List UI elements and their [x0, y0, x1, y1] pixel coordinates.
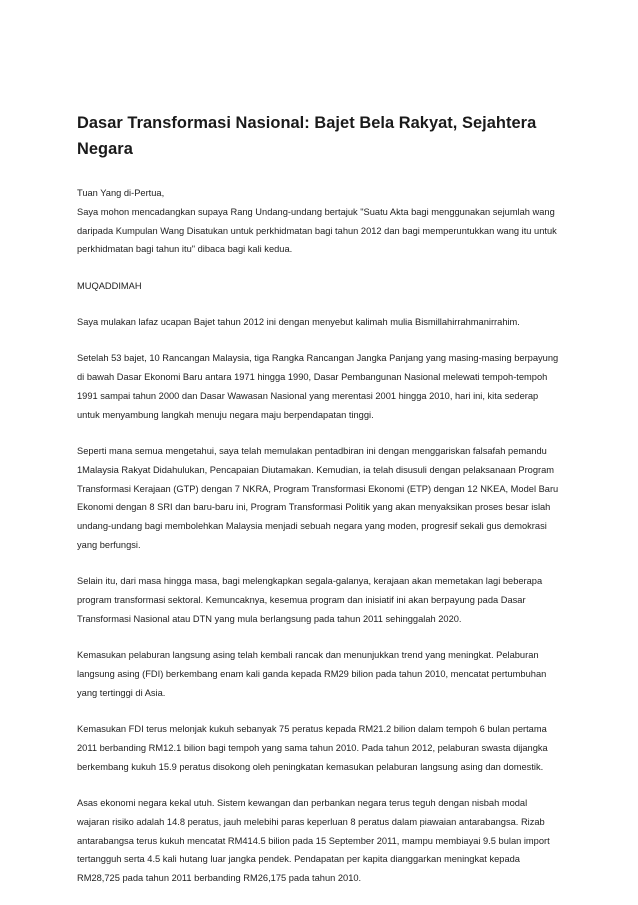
section-heading: MUQADDIMAH	[77, 280, 142, 291]
paragraph-fdi-2011	[77, 720, 567, 776]
paragraph-line: Selain itu, dari masa hingga masa, bagi melengkapkan segala-galanya, kerajaan akan memetakan lagi beberapa	[77, 576, 543, 587]
section-heading-muqaddimah	[77, 277, 567, 296]
paragraph-line: di bawah Dasar Ekonomi Baru antara 1971 hingga 1990, Dasar Pembangunan Nasional melewati tempoh-tempoh	[77, 372, 548, 383]
paragraph-economic-fundamentals	[77, 794, 567, 888]
paragraph-transformation-programs	[77, 442, 567, 555]
paragraph-dtn	[77, 572, 567, 628]
paragraph-line: RM28,725 pada tahun 2011 berbanding RM26,175 pada tahun 2010.	[77, 873, 362, 884]
paragraph-line: Seperti mana semua mengetahui, saya telah memulakan pentadbiran ini dengan menggariskan falsafah pemandu	[77, 445, 547, 456]
paragraph-line: 1Malaysia Rakyat Didahulukan, Pencapaian Diutamakan. Kemudian, ia telah disusuli dengan pelaksanaan Program	[77, 464, 555, 475]
paragraph-line: yang tertinggi di Asia.	[77, 687, 166, 698]
paragraph-line: daripada Kumpulan Wang Disatukan untuk perkhidmatan bagi tahun 2012 dan bagi memperuntukkan wang itu untuk	[77, 225, 557, 236]
paragraph-line: Kemasukan FDI terus melonjak kukuh sebanyak 75 peratus kepada RM21.2 bilion dalam tempoh 6 bulan pertama	[77, 724, 547, 735]
paragraph-line: Tuan Yang di-Pertua,	[77, 188, 165, 198]
paragraph-line: tertangguh serta 4.5 kali hutang luar jangka pendek. Pendapatan per kapita dianggarkan meningkat kepada	[77, 854, 520, 865]
paragraph-line: untuk menyambung langkah menuju negara maju berpendapatan tinggi.	[77, 409, 374, 420]
paragraph-line: Kemasukan pelaburan langsung asing telah kembali rancak dan menunjukkan trend yang meningkat. Pelaburan	[77, 650, 539, 661]
title-line: Dasar Transformasi Nasional: Bajet Bela Rakyat, Sejahtera	[77, 114, 537, 132]
document-title	[77, 110, 567, 162]
paragraph-line: Asas ekonomi negara kekal utuh. Sistem kewangan dan perbankan negara terus teguh dengan nisbah modal	[77, 797, 528, 808]
paragraph-line: Ekonomi dengan 8 SRI dan baru-baru ini, Program Transformasi Politik yang akan menyaksikan proses besar islah	[77, 502, 551, 513]
paragraph-fdi-2010	[77, 646, 567, 702]
paragraph-opening	[77, 184, 567, 259]
paragraph-history	[77, 349, 567, 424]
paragraph-line: Transformasi Nasional atau DTN yang mula berlangsung pada tahun 2011 sehinggalah 2020.	[77, 613, 462, 624]
paragraph-line: Setelah 53 bajet, 10 Rancangan Malaysia, tiga Rangka Rancangan Jangka Panjang yang masing-masing berpayung	[77, 353, 559, 364]
paragraph-line: perkhidmatan bagi tahun itu" dibaca bagi kali kedua.	[77, 244, 293, 255]
paragraph-line: langsung asing (FDI) berkembang enam kali ganda kepada RM29 bilion pada tahun 2010, mencatat pertumbuhan	[77, 668, 547, 679]
paragraph-line: wajaran risiko adalah 14.8 peratus, jauh melebihi paras keperluan 8 peratus dalam piawaian antarabangsa. Rizab	[77, 816, 545, 827]
paragraph-line: program transformasi sektoral. Kemuncaknya, kesemua program dan inisiatif ini akan berpayung pada Dasar	[77, 595, 526, 606]
paragraph-line: antarabangsa terus kukuh mencatat RM414.5 bilion pada 15 September 2011, mampu membiayai 9.5 bulan import	[77, 835, 550, 846]
paragraph-line: yang berfungsi.	[77, 539, 141, 550]
paragraph-line: Saya mohon mencadangkan supaya Rang Undang-undang bertajuk "Suatu Akta bagi menggunakan sejumlah wang	[77, 206, 555, 217]
paragraph-line: 2011 berbanding RM12.1 bilion bagi tempoh yang sama tahun 2010. Pada tahun 2012, pelaburan swasta dijangka	[77, 742, 548, 753]
paragraph-line: Transformasi Kerajaan (GTP) dengan 7 NKRA, Program Transformasi Ekonomi (ETP) dengan 12 NKEA, Model Baru	[77, 483, 559, 494]
paragraph-line: 1991 sampai tahun 2000 dan Dasar Wawasan Nasional yang merentasi 2001 hingga 2010, hari ini, kita sederap	[77, 390, 539, 401]
title-line: Negara	[77, 140, 133, 158]
paragraph-line: Saya mulakan lafaz ucapan Bajet tahun 2012 ini dengan menyebut kalimah mulia Bismillahirrahmanirrahim.	[77, 316, 520, 327]
paragraph-line: berkembang kukuh 15.9 peratus disokong oleh peningkatan kemasukan pelaburan langsung asing dan domestik.	[77, 761, 544, 772]
paragraph-bismillah	[77, 313, 567, 332]
paragraph-line: undang-undang bagi membolehkan Malaysia menjadi sebuah negara yang moden, progresif sekali gus demokrasi	[77, 521, 547, 532]
document-body	[77, 110, 567, 905]
